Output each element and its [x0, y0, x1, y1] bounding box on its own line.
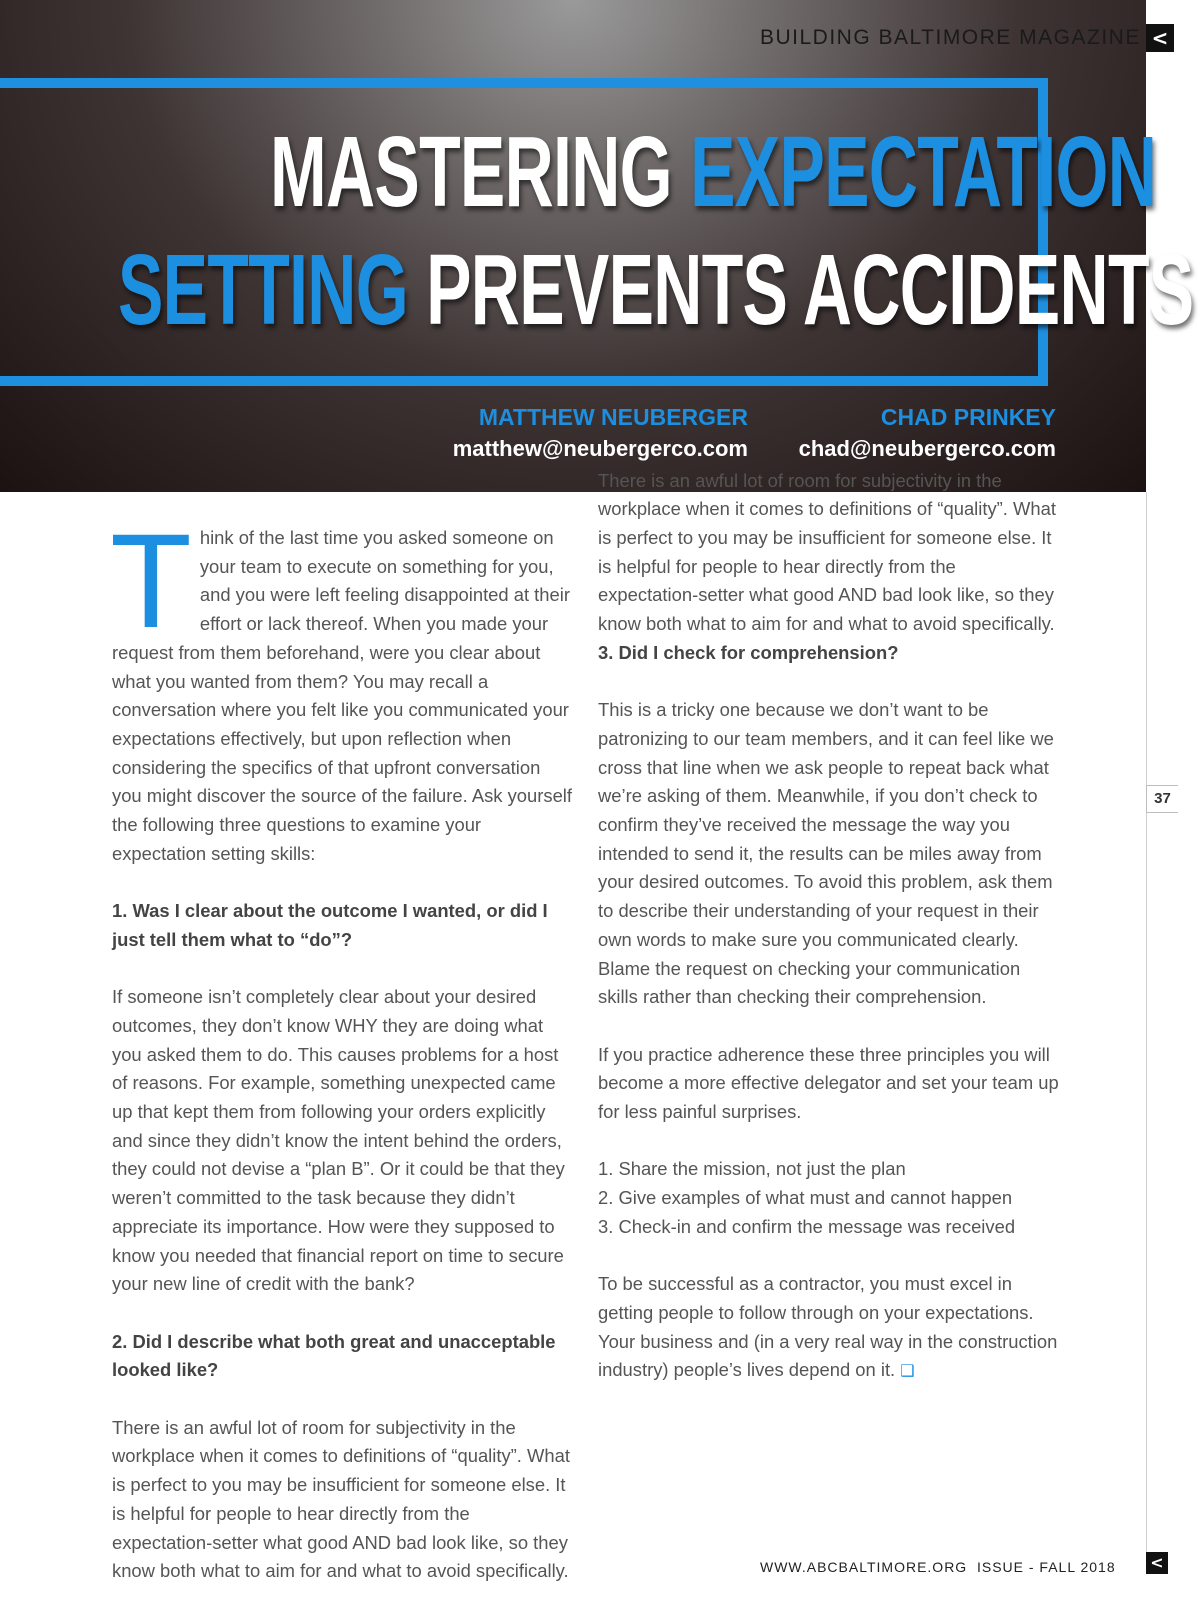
closing-text: To be successful as a contractor, you must excel in getting people to follow through on your expectations. Your business and (in a very real way in the construction industry) people’s lives depend on it. — [598, 1273, 1058, 1381]
title-word-expectation: EXPECTATION — [690, 116, 1157, 228]
list-item: 3. Check-in and confirm the message was received — [598, 1215, 1016, 1237]
title-words-prevents-accidents: PREVENTS ACCIDENTS — [426, 234, 1194, 346]
magazine-name: BUILDING BALTIMORE MAGAZINE — [760, 26, 1141, 49]
title-word-mastering: MASTERING — [270, 116, 691, 228]
intro-paragraph — [110, 507, 574, 868]
question-2-body-continued — [598, 467, 1060, 635]
list-item: 1. Share the mission, not just the plan — [598, 1158, 906, 1180]
question-3-heading: 3. Did I check for comprehension? — [598, 641, 899, 663]
title-line-1 — [270, 116, 1157, 228]
question-3-body: This is a tricky one because we don’t want to be patronizing to our team members, and it can feel like we cross that line when we ask people to repeat back what we’re asking of them. Meanwhile, if you don’t check to confirm they’ve received the message the way you intended to send it, the results can be miles away from your desired outcomes. To avoid this problem, ask them to describe their understanding of your request in their own words to make sure you communicated clearly. Blame the request on checking your communication skills rather than checking their comprehension. — [598, 699, 1054, 1008]
intro-text: hink of the last time you asked someone on your team to execute on something for you, and you were left feeling disappointed at their effort or lack thereof. When you made your request from them beforehand, were you clear about what you wanted from them? You may recall a conversation where you felt like you communicated your expectations effectively, but upon reflection when considering the specifics of that upfront conversation you might discover the source of the failure. Ask yourself the following three questions to examine your expectation setting skills: — [112, 527, 572, 864]
question-1-body: If someone isn’t completely clear about your desired outcomes, they don’t know WHY they are doing what you asked them to do. This causes problems for a host of reasons. For example, something unexpected came up that kept them from following your orders explicitly and since they didn’t know the intent behind the orders, they could not devise a “plan B”. Or it could be that they weren’t committed to the task because they didn’t appreciate its importance. How were they supposed to know you needed that financial report on time to secure your new line of credit with the bank? — [112, 986, 565, 1295]
page-number: 37 — [1146, 785, 1178, 813]
list-item: 2. Give examples of what must and cannot happen — [598, 1187, 1013, 1209]
summary-paragraph: If you practice adherence these three principles you will become a more effective delegator and set your team up for less painful surprises. — [598, 1043, 1059, 1123]
margin-rule — [1146, 492, 1147, 1552]
author-2-email: chad@neubergerco.com — [798, 436, 1056, 461]
author-2-name: CHAD PRINKEY — [880, 404, 1056, 430]
title-word-setting: SETTING — [118, 234, 427, 346]
author-1-email: matthew@neubergerco.com — [452, 436, 748, 461]
article-column-left — [110, 507, 574, 1582]
principles-list — [598, 1155, 1060, 1241]
article-column-right — [598, 469, 1060, 1415]
drop-cap: T — [110, 507, 192, 656]
author-1-name: MATTHEW NEUBERGER — [478, 404, 748, 430]
title-line-2 — [118, 234, 1194, 346]
prev-page-icon[interactable]: < — [1146, 24, 1174, 52]
question-1-heading: 1. Was I clear about the outcome I wanted, or did I just tell them what to “do”? — [112, 900, 548, 950]
question-2-heading: 2. Did I describe what both great and unacceptable looked like? — [112, 1330, 556, 1381]
footer-text: WWW.ABCBALTIMORE.ORG ISSUE - FALL 2018 — [760, 1559, 1116, 1575]
question-2-body: There is an awful lot of room for subjectivity in the workplace when it comes to definitions of “quality”. What is perfect to you may be insufficient for someone else. It is helpful for people to hear directly from the expectation-setter what good AND bad look like, so they know both what to aim for and what to avoid specifically. — [112, 1416, 570, 1582]
hero-banner — [0, 0, 1194, 492]
closing-paragraph — [598, 1270, 1060, 1386]
prev-page-footer-icon[interactable]: < — [1146, 1552, 1168, 1574]
question-2-body-tail: There is an awful lot of room for subjectivity in the workplace when it comes to definitions of “quality”. What is perfect to you may be insufficient for someone else. It is helpful for people to hear directly from the expectation-setter what good AND bad look like, so they know both what to aim for and what to avoid specifically. — [598, 469, 1056, 635]
end-mark-icon: ❑ — [900, 1361, 915, 1381]
